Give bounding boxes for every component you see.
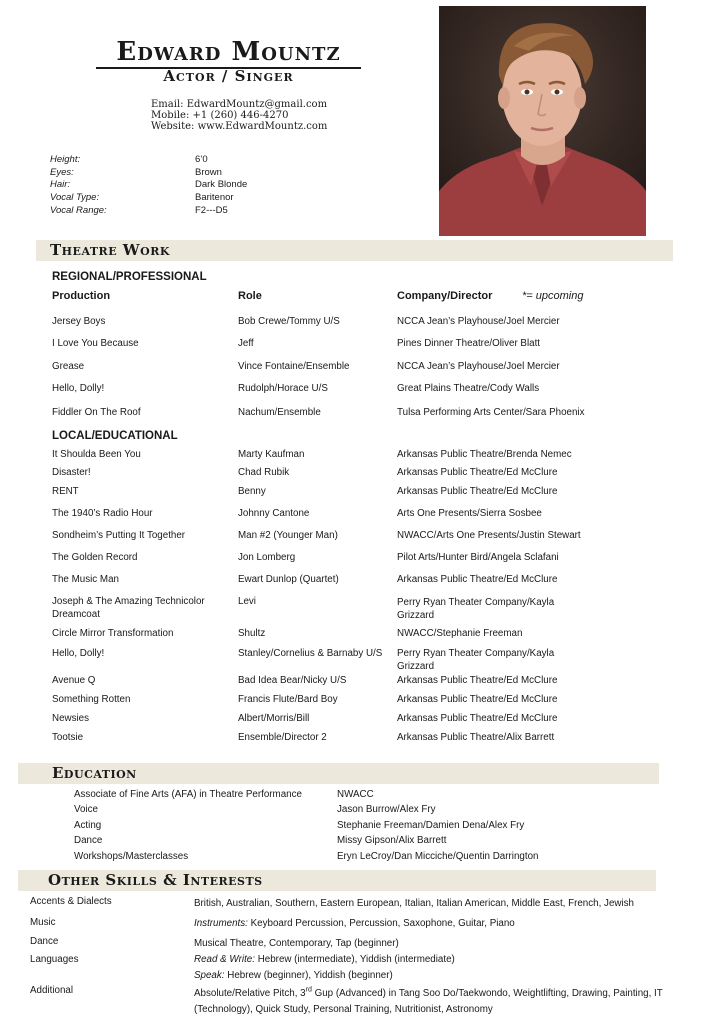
table-row-production: RENT	[52, 486, 79, 497]
column-header-company: Company/Director	[397, 290, 493, 302]
skill-value-dance: Musical Theatre, Contemporary, Tap (beginner)	[194, 938, 399, 949]
education-item: Dance	[74, 835, 103, 846]
additional-part-b: Gup (Advanced) in Tang Soo Do/Taekwondo, Weightlifting, Drawing, Painting, IT	[311, 988, 663, 999]
table-row-production: Hello, Dolly!	[52, 383, 105, 394]
music-prefix: Instruments:	[194, 918, 248, 929]
table-row-company: Great Plains Theatre/Cody Walls	[397, 383, 540, 394]
headshot-illustration	[439, 6, 646, 236]
table-row-role: Johnny Cantone	[238, 508, 310, 519]
languages-speak-prefix: Speak:	[194, 970, 225, 981]
column-header-production: Production	[52, 290, 111, 302]
theatre-section-title: Theatre Work	[50, 241, 170, 259]
table-row-company: Arkansas Public Theatre/Alix Barrett	[397, 732, 555, 743]
table-row-company: Arkansas Public Theatre/Ed McClure	[397, 486, 558, 497]
additional-superscript: rd	[305, 986, 312, 994]
table-row-role: Marty Kaufman	[238, 449, 305, 460]
stat-value-eyes: Brown	[195, 167, 222, 178]
education-item: Workshops/Masterclasses	[74, 851, 189, 862]
column-header-role: Role	[238, 290, 262, 302]
stat-value-height: 6’0	[195, 154, 208, 165]
contact-email: Email: EdwardMountz@gmail.com	[151, 99, 328, 110]
education-detail: Eryn LeCroy/Dan Micciche/Quentin Darrington	[337, 851, 539, 862]
stat-value-vocal-type: Baritenor	[195, 192, 234, 203]
table-row-production: Sondheim’s Putting It Together	[52, 530, 186, 541]
education-item: Acting	[74, 820, 102, 831]
table-row-role: Ewart Dunlop (Quartet)	[238, 574, 339, 585]
skill-label-music: Music	[30, 917, 56, 928]
education-detail: NWACC	[337, 789, 374, 800]
resume-name: Edward Mountz	[96, 38, 361, 69]
table-row-role: Jeff	[238, 338, 254, 349]
table-row-production: The 1940’s Radio Hour	[52, 508, 153, 519]
table-row-production: Fiddler On The Roof	[52, 407, 141, 418]
table-row-role: Chad Rubik	[238, 467, 290, 478]
table-row-company: Perry Ryan Theater Company/Kayla	[397, 597, 555, 608]
education-detail: Missy Gipson/Alix Barrett	[337, 835, 447, 846]
stat-label-height: Height:	[50, 154, 81, 165]
table-row-role: Vince Fontaine/Ensemble	[238, 361, 350, 372]
table-row-company-continued: Grizzard	[397, 661, 435, 672]
table-row-company: Arkansas Public Theatre/Ed McClure	[397, 675, 558, 686]
skill-value-additional	[194, 988, 663, 999]
table-row-company: NWACC/Arts One Presents/Justin Stewart	[397, 530, 581, 541]
stat-label-eyes: Eyes:	[50, 167, 74, 178]
additional-part-a: Absolute/Relative Pitch, 3	[194, 988, 306, 999]
stat-label-vocal-type: Vocal Type:	[50, 192, 100, 203]
music-instruments: Keyboard Percussion, Percussion, Saxophone, Guitar, Piano	[247, 918, 515, 929]
skill-value-additional-continued: (Technology), Quick Study, Personal Training, Nutritionist, Astronomy	[194, 1004, 493, 1015]
skill-value-languages-speak	[194, 970, 393, 981]
table-row-role: Bad Idea Bear/Nicky U/S	[238, 675, 347, 686]
table-row-company-continued: Grizzard	[397, 610, 435, 621]
table-row-production: It Shoulda Been You	[52, 449, 141, 460]
table-row-production: Tootsie	[52, 732, 84, 743]
table-row-role: Man #2 (Younger Man)	[238, 530, 338, 541]
stat-value-hair: Dark Blonde	[195, 179, 248, 190]
table-row-production: I Love You Because	[52, 338, 139, 349]
skill-value-music	[194, 918, 515, 929]
regional-heading: REGIONAL/PROFESSIONAL	[52, 271, 207, 283]
table-row-production: Avenue Q	[52, 675, 96, 686]
upcoming-note: *= upcoming	[522, 290, 584, 302]
table-row-production: Newsies	[52, 713, 90, 724]
table-row-company: Arkansas Public Theatre/Ed McClure	[397, 574, 558, 585]
skill-value-languages-rw	[194, 954, 455, 965]
table-row-role: Levi	[238, 596, 256, 607]
skills-section-title: Other Skills & Interests	[48, 871, 263, 889]
local-heading: LOCAL/EDUCATIONAL	[52, 430, 178, 442]
education-item: Voice	[74, 804, 98, 815]
table-row-role: Benny	[238, 486, 266, 497]
contact-website: Website: www.EdwardMountz.com	[151, 121, 328, 132]
table-row-role: Shultz	[238, 628, 266, 639]
table-row-role: Albert/Morris/Bill	[238, 713, 310, 724]
stat-label-vocal-range: Vocal Range:	[50, 205, 107, 216]
table-row-role: Rudolph/Horace U/S	[238, 383, 328, 394]
languages-speak-list: Hebrew (beginner), Yiddish (beginner)	[224, 970, 393, 981]
skill-label-languages: Languages	[30, 954, 79, 965]
table-row-company: Pilot Arts/Hunter Bird/Angela Sclafani	[397, 552, 559, 563]
education-section-title: Education	[52, 764, 137, 782]
table-row-company: NCCA Jean’s Playhouse/Joel Mercier	[397, 316, 560, 327]
table-row-role: Ensemble/Director 2	[238, 732, 327, 743]
table-row-production: Jersey Boys	[52, 316, 106, 327]
education-item: Associate of Fine Arts (AFA) in Theatre Performance	[74, 789, 302, 800]
stat-label-hair: Hair:	[50, 179, 71, 190]
table-row-company: Arkansas Public Theatre/Ed McClure	[397, 467, 558, 478]
skill-label-dance: Dance	[30, 936, 59, 947]
education-detail: Jason Burrow/Alex Fry	[337, 804, 436, 815]
table-row-production: The Music Man	[52, 574, 119, 585]
table-row-production: Something Rotten	[52, 694, 131, 705]
table-row-company: Pines Dinner Theatre/Oliver Blatt	[397, 338, 541, 349]
table-row-production: The Golden Record	[52, 552, 138, 563]
table-row-role: Francis Flute/Bard Boy	[238, 694, 338, 705]
table-row-production-continued: Dreamcoat	[52, 609, 100, 620]
table-row-role: Stanley/Cornelius & Barnaby U/S	[238, 648, 383, 659]
skill-label-accents: Accents & Dialects	[30, 896, 112, 907]
education-detail: Stephanie Freeman/Damien Dena/Alex Fry	[337, 820, 525, 831]
table-row-role: Nachum/Ensemble	[238, 407, 321, 418]
stat-value-vocal-range: F2---D5	[195, 205, 228, 216]
languages-rw-list: Hebrew (intermediate), Yiddish (intermediate)	[254, 954, 455, 965]
table-row-production: Hello, Dolly!	[52, 648, 105, 659]
skill-value-accents: British, Australian, Southern, Eastern European, Italian, Italian American, Middle East, French, Jewish	[194, 898, 634, 909]
table-row-company: Arkansas Public Theatre/Brenda Nemec	[397, 449, 572, 460]
table-row-production: Grease	[52, 361, 85, 372]
headshot-photo	[439, 6, 646, 236]
table-row-company: Arts One Presents/Sierra Sosbee	[397, 508, 542, 519]
table-row-role: Jon Lomberg	[238, 552, 296, 563]
table-row-production: Circle Mirror Transformation	[52, 628, 174, 639]
table-row-production: Joseph & The Amazing Technicolor	[52, 596, 205, 607]
resume-subtitle: Actor / Singer	[163, 67, 294, 85]
table-row-role: Bob Crewe/Tommy U/S	[238, 316, 340, 327]
table-row-company: Arkansas Public Theatre/Ed McClure	[397, 694, 558, 705]
languages-rw-prefix: Read & Write:	[194, 954, 255, 965]
table-row-company: NCCA Jean’s Playhouse/Joel Mercier	[397, 361, 560, 372]
table-row-company: Tulsa Performing Arts Center/Sara Phoenix	[397, 407, 585, 418]
table-row-company: Perry Ryan Theater Company/Kayla	[397, 648, 555, 659]
contact-mobile: Mobile: +1 (260) 446-4270	[151, 110, 289, 121]
table-row-company: NWACC/Stephanie Freeman	[397, 628, 523, 639]
table-row-production: Disaster!	[52, 467, 91, 478]
table-row-company: Arkansas Public Theatre/Ed McClure	[397, 713, 558, 724]
skill-label-additional: Additional	[30, 985, 74, 996]
